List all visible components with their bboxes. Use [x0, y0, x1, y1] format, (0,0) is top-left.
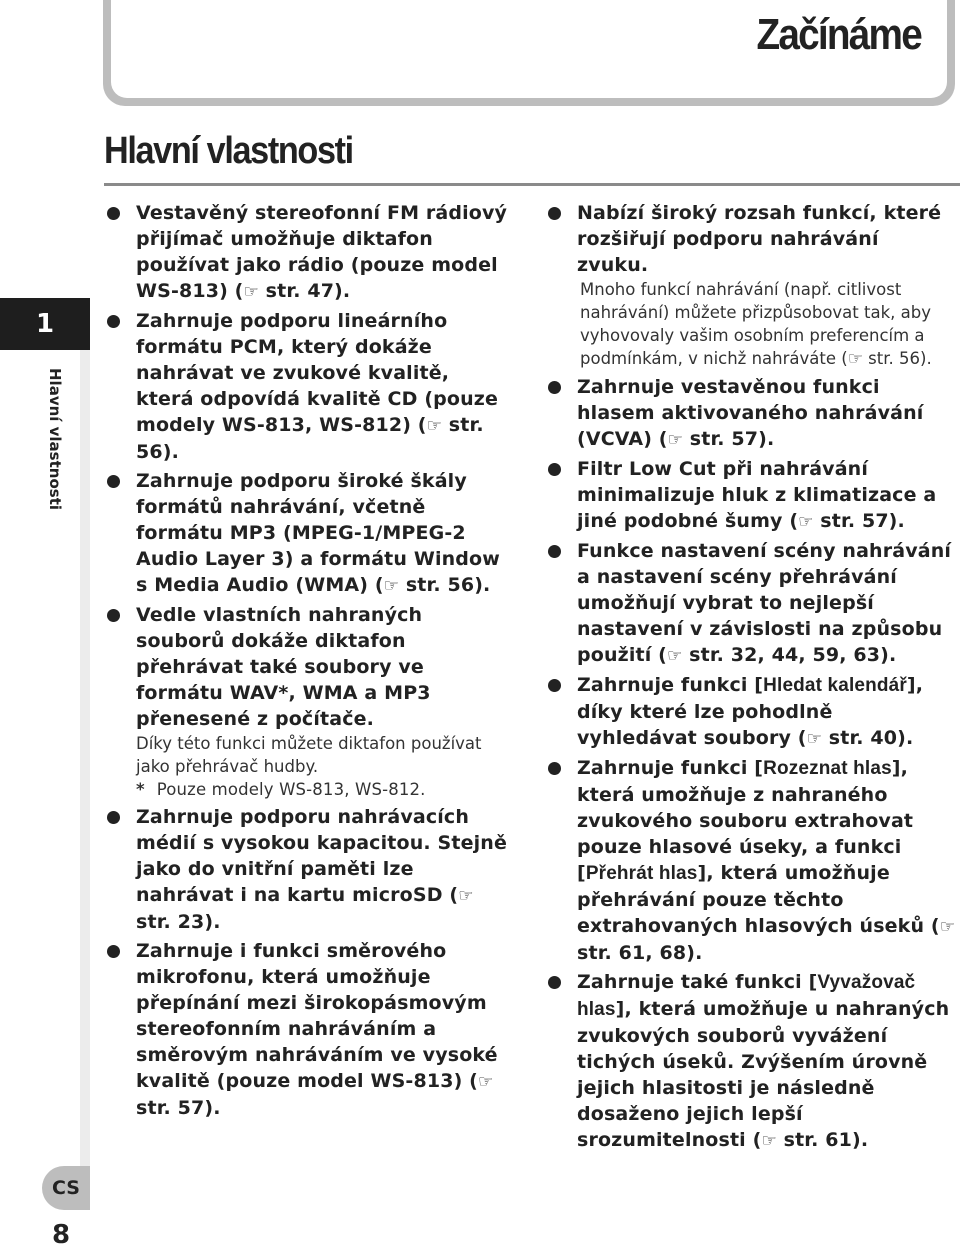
feature-text: Zahrnuje také funkci [Vyvažovač hlas], která umožňuje u nahraných zvukových souborů vyvážení tichých úseků. Zvýšením úrovně jejich hlasitosti je následně dosaženo jejich lepší srozumitelnosti (☞ str. 61). — [577, 971, 950, 1151]
feature-text: Funkce nastavení scény nahrávání a nastavení scény přehrávání umožňují vybrat to nejlepší nastavení v závislosti na způsobu použití (☞ str. 32, 44, 59, 63). — [577, 540, 952, 666]
pointing-hand-icon: ☞ — [458, 886, 474, 906]
feature-text: Zahrnuje podporu lineárního formátu PCM, který dokáže nahrávat ve zvukové kvalitě, která odpovídá kvalitě CD (pouze modely WS-813, WS-812) (☞ str. 56). — [136, 310, 499, 463]
bullet-icon — [107, 811, 120, 824]
menu-term: Hledat kalendář — [763, 675, 907, 696]
bullet-icon — [107, 609, 120, 622]
feature-item — [548, 538, 956, 669]
bullet-icon — [548, 976, 561, 989]
side-bar — [80, 350, 90, 1180]
feature-item — [107, 938, 512, 1121]
feature-item — [107, 804, 512, 935]
feature-item — [548, 200, 956, 371]
feature-item — [107, 308, 512, 465]
pointing-hand-icon: ☞ — [667, 430, 684, 450]
feature-note: Mnoho funkcí nahrávání (např. citlivost nahrávání) můžete přizpůsobovat tak, aby vyhovovaly vašim osobním preferencím a podmínkám, v nichž nahráváte (☞ str. 56). — [580, 280, 932, 369]
feature-list-left — [107, 200, 512, 1124]
feature-item — [548, 672, 956, 752]
feature-text: Zahrnuje funkci [Hledat kalendář], díky které lze pohodlně vyhledávat soubory (☞ str. 40). — [577, 674, 924, 749]
feature-text: Vestavěný stereofonní FM rádiový přijímač umožňuje diktafon používat jako rádio (pouze model WS-813) (☞ str. 47). — [136, 202, 508, 302]
pointing-hand-icon: ☞ — [806, 729, 823, 749]
bullet-icon — [548, 762, 561, 775]
menu-term: Rozeznat hlas — [763, 758, 892, 779]
bullet-icon — [107, 945, 120, 958]
bullet-icon — [548, 381, 561, 394]
chapter-banner — [103, 0, 955, 106]
bullet-icon — [107, 315, 120, 328]
chapter-number: 1 — [35, 309, 55, 339]
bullet-icon — [548, 545, 561, 558]
pointing-hand-icon: ☞ — [761, 1131, 777, 1151]
feature-list-right — [548, 200, 956, 1157]
feature-item — [548, 456, 956, 535]
bullet-icon — [548, 679, 561, 692]
feature-item — [548, 969, 956, 1154]
pointing-hand-icon: ☞ — [847, 349, 863, 369]
feature-text: Filtr Low Cut při nahrávání minimalizuje hluk z klimatizace a jiné podobné šumy (☞ str. 57). — [577, 458, 937, 532]
bullet-icon — [107, 475, 120, 488]
feature-item — [107, 468, 512, 599]
pointing-hand-icon: ☞ — [426, 416, 443, 436]
chapter-side-label: Hlavní vlastnosti — [46, 368, 64, 511]
menu-term: Přehrát hlas — [585, 863, 698, 884]
pointing-hand-icon: ☞ — [383, 576, 400, 596]
feature-text: Zahrnuje vestavěnou funkci hlasem aktivovaného nahrávání (VCVA) (☞ str. 57). — [577, 376, 924, 450]
menu-term: Vyvažovač hlas — [577, 972, 916, 1020]
page-number: 8 — [52, 1220, 71, 1250]
language-badge: CS — [42, 1166, 90, 1210]
feature-text: Zahrnuje i funkci směrového mikrofonu, která umožňuje přepínání mezi širokopásmovým stereofonním nahráváním a směrovým nahráváním ve vysoké kvalitě (pouze model WS-813) (☞ str. 57). — [136, 940, 498, 1119]
pointing-hand-icon: ☞ — [798, 512, 814, 532]
feature-item — [107, 200, 512, 305]
bullet-icon — [548, 463, 561, 476]
bullet-icon — [548, 207, 561, 220]
chapter-title: Začínáme — [756, 10, 921, 59]
feature-text: Zahrnuje funkci [Rozeznat hlas], která umožňuje z nahraného zvukového souboru extrahovat pouze hlasové úseky, a funkci [Přehrát hlas], která umožňuje přehrávání pouze těchto extrahovaných hlasových úseků (☞ str. 61, 68). — [577, 757, 956, 964]
pointing-hand-icon: ☞ — [243, 282, 259, 302]
feature-text: Vedle vlastních nahraných souborů dokáže diktafon přehrávat také soubory ve formátu WAV*, WMA a MP3 přenesené z počítače. — [136, 604, 431, 730]
feature-item — [548, 374, 956, 453]
title-divider — [104, 183, 960, 186]
footnote-marker: * — [136, 780, 145, 799]
footnote: * Pouze modely WS-813, WS-812. — [136, 780, 426, 799]
feature-item — [107, 602, 512, 801]
section-title: Hlavní vlastnosti — [104, 130, 353, 172]
feature-text: Zahrnuje podporu nahrávacích médií s vysokou kapacitou. Stejně jako do vnitřní paměti lze nahrávat i na kartu microSD (☞ str. 23). — [136, 806, 507, 933]
feature-note: Díky této funkci můžete diktafon používat jako přehrávač hudby. — [136, 734, 482, 776]
feature-text: Nabízí široký rozsah funkcí, které rozšiřují podporu nahrávání zvuku. — [577, 202, 942, 276]
bullet-icon — [107, 207, 120, 220]
pointing-hand-icon: ☞ — [478, 1072, 494, 1092]
pointing-hand-icon: ☞ — [667, 646, 683, 666]
feature-text: Zahrnuje podporu široké škály formátů nahrávání, včetně formátu MP3 (MPEG-1/MPEG-2 Audio Layer 3) a formátu Window s Media Audio (WMA) (☞ str. 56). — [136, 470, 500, 596]
feature-item — [548, 755, 956, 966]
pointing-hand-icon: ☞ — [939, 917, 956, 937]
